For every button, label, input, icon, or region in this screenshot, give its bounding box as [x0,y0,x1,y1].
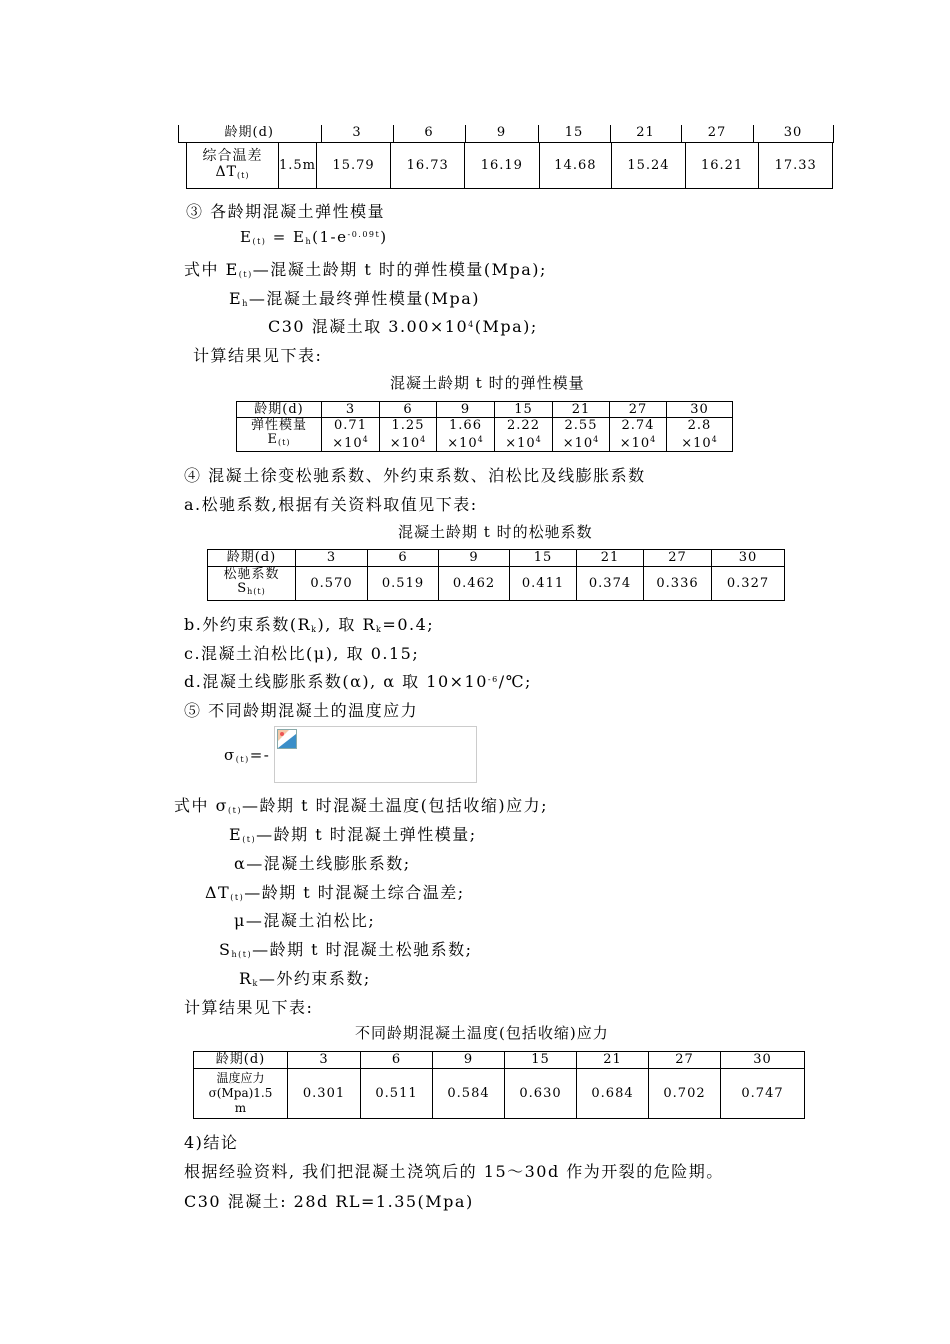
formula-e-sub: (t) [252,237,267,246]
header-cell: 3 [296,550,368,567]
where-sub: (t) [238,270,253,279]
section4-heading: ④ 混凝土徐变松驰系数、外约束系数、泊松比及线膨胀系数 [184,466,646,485]
value-cell-thickness: 1.5m [278,143,316,189]
where-et [184,257,547,280]
formula-eh-sub: h [305,237,313,246]
value-cell: 15.24 [612,143,686,189]
header-cell: 15 [510,550,577,567]
formula-paren: (1-e [312,228,348,246]
value-cell [437,418,495,452]
header-cell: 27 [610,402,667,418]
header-cell: 6 [393,125,465,142]
sigma-symbol: σ [224,746,236,764]
row-label-line1: 温度应力 [216,1071,265,1085]
value-cell [495,418,553,452]
b-prefix: b.外约束系数(R [184,615,312,634]
value-cell: 0.747 [721,1069,805,1119]
w4-prefix: ΔT [205,883,231,902]
w7-sub: k [252,979,259,988]
header-cell: 30 [712,550,785,567]
where-alpha: α—混凝土线膨胀系数; [234,854,411,873]
where-sh [219,937,473,960]
calc-note-2: 计算结果见下表: [184,998,314,1017]
row-label-sub: h(t) [247,587,266,596]
w7-prefix: R [239,969,253,988]
value-cell [553,418,610,452]
formula-eq: = E [266,228,306,246]
w6-text: —龄期 t 时混凝土松驰系数; [252,940,473,959]
header-cell: 9 [437,402,495,418]
header-cell: 27 [644,550,712,567]
header-cell: 15 [538,125,610,142]
w4-sub: (t) [230,893,245,902]
value-cell [667,418,733,452]
row-label-line1: 综合温差 [202,147,263,164]
c30-exp: 4 [468,320,475,329]
w1-text: —龄期 t 时混凝土温度(包括收缩)应力; [241,796,548,815]
row-label-relaxation [208,567,296,601]
section3-heading: ③ 各龄期混凝土弹性模量 [186,202,386,221]
header-cell: 15 [505,1052,577,1069]
formula-close: ) [380,228,388,246]
w4-text: —龄期 t 时混凝土综合温差; [244,883,465,902]
power-base: ×10 [681,435,712,451]
elastic-modulus-table [236,401,733,452]
value-cell: 16.19 [465,143,540,189]
eh-prefix: E [229,289,243,308]
section5-heading: ⑤ 不同龄期混凝土的温度应力 [184,701,419,720]
broken-image-icon [277,729,297,749]
relaxation-intro: a.松驰系数,根据有关资料取值见下表: [184,495,478,514]
header-age: 龄期(d) [194,1052,288,1069]
value-power [380,433,436,451]
power-exp: 4 [535,434,542,444]
row-label-stress [194,1069,288,1119]
power-base: ×10 [505,435,536,451]
d-end: /℃; [498,672,532,691]
value-mantissa: 1.25 [391,417,425,433]
header-cell: 3 [321,125,393,142]
row-label-symbol: E [267,432,279,447]
c30-end: (Mpa); [474,317,538,336]
power-base: ×10 [562,435,594,451]
where-sigma [174,793,548,816]
value-cell: 0.584 [433,1069,505,1119]
row-label-temp-diff [187,143,279,189]
thermal-expansion [184,669,532,692]
row-label-sub: (t) [236,170,250,180]
header-cell: 27 [649,1052,721,1069]
where-mu: μ—混凝土泊松比; [234,911,376,930]
table4-caption: 不同龄期混凝土温度(包括收缩)应力 [355,1024,609,1042]
value-cell: 14.68 [539,143,612,189]
row-label-sub: (t) [278,438,291,447]
value-cell: 0.684 [577,1069,649,1119]
header-cell: 21 [610,125,681,142]
d-exp: -6 [487,675,499,684]
formula-image-placeholder [274,726,477,783]
conclusion-text-2: C30 混凝土: 28d RL=1.35(Mpa) [184,1192,474,1211]
header-cell: 9 [433,1052,505,1069]
header-cell: 6 [368,550,439,567]
value-cell: 16.73 [391,143,465,189]
value-mantissa: 2.74 [621,417,655,433]
b-sub: k [311,625,318,634]
header-cell: 3 [322,402,380,418]
w2-text: —龄期 t 时混凝土弹性模量; [256,825,477,844]
w1-sub: (t) [228,806,242,815]
value-power [495,433,552,451]
row-label-line2: σ(Mpa)1.5 [208,1086,273,1100]
eh-text: —混凝土最终弹性模量(Mpa) [248,289,480,308]
power-base: ×10 [619,435,651,451]
thermal-stress-table [193,1051,805,1119]
header-cell: 30 [753,125,833,142]
value-cell: 0.519 [368,567,439,601]
row-label-elastic [237,418,322,452]
temp-diff-header-table [178,125,834,143]
header-age: 龄期(d) [208,550,296,567]
value-mantissa: 2.22 [507,417,540,433]
value-cell: 0.702 [649,1069,721,1119]
header-cell: 9 [439,550,510,567]
value-cell: 0.411 [510,567,577,601]
where-et2 [229,822,477,845]
restraint-coefficient [184,612,434,635]
conclusion-text-1: 根据经验资料, 我们把混凝土浇筑后的 15～30d 作为开裂的危险期。 [184,1162,724,1181]
temp-diff-values-table [186,142,833,189]
c30-text: C30 混凝土取 3.00×10 [268,317,469,336]
header-age: 龄期(d) [178,125,321,142]
header-cell: 15 [495,402,553,418]
value-power [553,433,609,451]
value-mantissa: 0.71 [334,417,367,433]
row-label-line2 [237,433,321,450]
w1-prefix: 式中 σ [174,796,229,815]
table2-caption: 混凝土龄期 t 时的弹性模量 [390,374,585,392]
value-cell [610,418,667,452]
formula-e: E [240,228,253,246]
stress-formula-lhs [224,746,270,764]
value-power [437,433,494,451]
header-cell: 21 [577,550,644,567]
power-base: ×10 [332,435,363,451]
sigma-eq: =- [249,746,271,764]
value-cell: 0.630 [505,1069,577,1119]
where-rk [239,966,371,989]
b-sub2: k [376,625,383,634]
power-exp: 4 [711,434,718,444]
row-label-line2 [187,164,278,184]
power-base: ×10 [447,435,478,451]
w2-sub: (t) [242,835,257,844]
header-cell: 27 [681,125,753,142]
value-power [667,433,732,451]
calc-note-1: 计算结果见下表: [193,346,323,365]
header-cell: 30 [667,402,733,418]
power-exp: 4 [477,434,484,444]
formula-exp: -0.09t [347,230,381,239]
header-cell: 21 [553,402,610,418]
where-prefix: 式中 E [184,260,239,279]
value-power [322,433,379,451]
value-cell: 0.336 [644,567,712,601]
value-cell: 15.79 [316,143,391,189]
value-mantissa: 2.55 [564,417,598,433]
value-mantissa: 2.8 [687,417,712,433]
row-label-line1: 弹性模量 [250,418,307,433]
header-cell: 6 [361,1052,433,1069]
table3-caption: 混凝土龄期 t 时的松驰系数 [398,523,593,541]
w7-text: —外约束系数; [258,969,371,988]
c30-modulus [268,314,538,337]
value-power [610,433,666,451]
row-label-line1: 松驰系数 [223,567,280,582]
relaxation-table [207,549,785,601]
value-cell: 17.33 [759,143,833,189]
value-cell: 0.570 [296,567,368,601]
b-end: =0.4; [382,615,435,634]
where-delta-t [205,880,465,903]
header-cell: 3 [288,1052,361,1069]
d-prefix: d.混凝土线膨胀系数(α), α 取 10×10 [184,672,488,691]
w2-prefix: E [229,825,243,844]
conclusion-heading: 4)结论 [184,1133,239,1152]
header-cell: 21 [577,1052,649,1069]
value-cell [380,418,437,452]
power-exp: 4 [420,434,427,444]
header-cell: 9 [465,125,538,142]
eh-sub: h [242,299,249,308]
power-exp: 4 [650,434,657,444]
w6-prefix: S [219,940,232,959]
w6-sub: h(t) [231,950,253,959]
where-text: —混凝土龄期 t 时的弹性模量(Mpa); [252,260,547,279]
row-label-line3: m [234,1101,247,1115]
elastic-modulus-formula [240,228,388,246]
header-age: 龄期(d) [237,402,322,418]
value-cell: 0.462 [439,567,510,601]
row-label-symbol: S [237,581,248,596]
sigma-sub: (t) [235,755,250,764]
value-cell [322,418,380,452]
where-eh [229,286,480,309]
value-cell: 0.327 [712,567,785,601]
row-label-symbol: ΔT [215,163,237,180]
table1-left-tick [178,125,179,142]
value-cell: 0.374 [577,567,644,601]
value-cell: 16.21 [685,143,759,189]
poisson-ratio: c.混凝土泊松比(μ), 取 0.15; [184,644,420,663]
value-mantissa: 1.66 [449,417,482,433]
power-exp: 4 [362,434,369,444]
header-cell: 30 [721,1052,805,1069]
power-exp: 4 [593,434,600,444]
power-base: ×10 [389,435,421,451]
row-label-line2 [208,582,295,599]
header-cell: 6 [380,402,437,418]
b-mid: ), 取 R [317,615,377,634]
value-cell: 0.301 [288,1069,361,1119]
value-cell: 0.511 [361,1069,433,1119]
